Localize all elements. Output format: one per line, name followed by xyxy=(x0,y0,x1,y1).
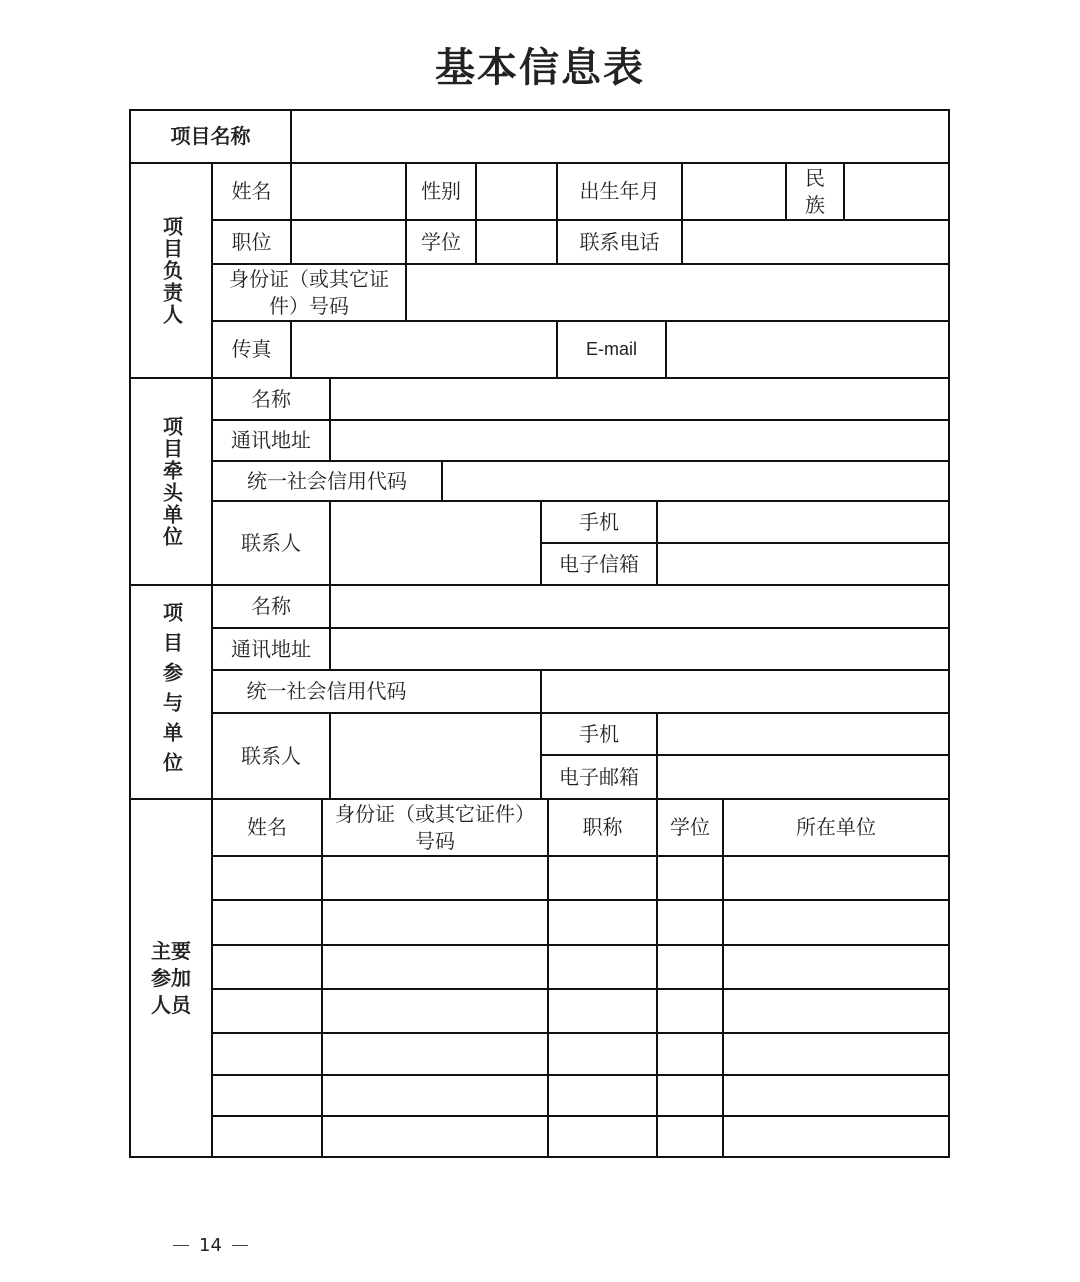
lead-unit-credit-code-label: 统一社会信用代码 xyxy=(247,468,407,493)
leader-phone-field[interactable] xyxy=(683,221,948,263)
participant-unit-credit-code-field[interactable] xyxy=(542,671,948,712)
members-col-id-line-2: 号码 xyxy=(415,828,455,853)
leader-position-field[interactable] xyxy=(292,221,405,263)
members-col-degree: 学位 xyxy=(670,815,710,839)
lead-unit-contact-field[interactable] xyxy=(331,502,540,584)
page-footer xyxy=(163,1235,258,1256)
participant-unit-address-label: 通讯地址 xyxy=(231,636,311,661)
leader-name-label: 姓名 xyxy=(231,179,272,203)
members-col-unit: 所在单位 xyxy=(796,815,876,839)
leader-ethnicity-label xyxy=(787,164,843,219)
members-col-id-line-1: 身份证（或其它证件） xyxy=(335,801,535,826)
lead-unit-address-field[interactable] xyxy=(331,421,948,460)
participant-unit-name-label: 名称 xyxy=(251,594,291,618)
lead-unit-group-label: 项目牵头单位 xyxy=(159,415,184,548)
leader-id-label xyxy=(213,265,405,320)
form-title: 基本信息表 xyxy=(435,44,645,91)
footer-dash-left xyxy=(173,1245,189,1246)
leader-birth-label: 出生年月 xyxy=(579,179,660,203)
leader-ethnicity-field[interactable] xyxy=(845,164,948,219)
leader-email-field[interactable] xyxy=(667,322,948,377)
participant-unit-name-field[interactable] xyxy=(331,586,948,627)
lead-unit-address-label: 通讯地址 xyxy=(231,428,311,452)
lead-unit-mobile-field[interactable] xyxy=(658,502,948,542)
leader-gender-field[interactable] xyxy=(477,164,556,219)
participant-unit-email-label: 电子邮箱 xyxy=(559,764,639,789)
leader-position-label: 职位 xyxy=(231,229,272,254)
members-col-name: 姓名 xyxy=(247,815,287,839)
leader-phone-label: 联系电话 xyxy=(579,229,660,254)
project-name-label: 项目名称 xyxy=(170,124,251,148)
leader-id-field[interactable] xyxy=(407,265,948,320)
lead-unit-contact-label: 联系人 xyxy=(241,530,301,555)
leader-email-label: E-mail xyxy=(585,339,637,360)
participant-unit-credit-code-label: 统一社会信用代码 xyxy=(246,679,407,703)
lead-unit-email-field[interactable] xyxy=(658,544,948,584)
leader-group-label: 项目负责人 xyxy=(159,215,184,326)
members-label-line-1: 主要 xyxy=(151,938,191,963)
footer-dash-right xyxy=(232,1245,248,1246)
members-col-title: 职称 xyxy=(582,815,623,839)
project-name-field[interactable] xyxy=(292,111,948,162)
leader-degree-label: 学位 xyxy=(421,229,461,254)
leader-fax-field[interactable] xyxy=(292,322,556,377)
participant-unit-mobile-label: 手机 xyxy=(579,721,619,746)
members-group-label xyxy=(131,800,211,1156)
lead-unit-mobile-label: 手机 xyxy=(579,509,619,534)
leader-fax-label: 传真 xyxy=(231,337,272,361)
leader-name-field[interactable] xyxy=(292,164,405,219)
leader-birth-field[interactable] xyxy=(683,164,785,219)
id-label-line-2: 件）号码 xyxy=(269,293,349,318)
participant-unit-group-label: 项目参与单位 xyxy=(159,602,184,782)
basic-info-table xyxy=(129,109,950,1158)
lead-unit-credit-code-field[interactable] xyxy=(443,462,948,500)
ethnicity-label-line-2: 族 xyxy=(805,192,825,217)
members-label-line-3: 人员 xyxy=(151,992,191,1017)
ethnicity-label-line-1: 民 xyxy=(805,165,825,190)
page-number: 14 xyxy=(199,1235,222,1256)
lead-unit-name-field[interactable] xyxy=(331,379,948,419)
participant-unit-contact-label: 联系人 xyxy=(241,743,301,768)
lead-unit-email-label: 电子信箱 xyxy=(559,551,639,576)
participant-unit-contact-field[interactable] xyxy=(331,714,540,798)
participant-unit-mobile-field[interactable] xyxy=(658,714,948,754)
participant-unit-email-field[interactable] xyxy=(658,756,948,798)
participant-unit-address-field[interactable] xyxy=(331,629,948,669)
lead-unit-name-label: 名称 xyxy=(251,386,291,411)
leader-degree-field[interactable] xyxy=(477,221,556,263)
id-label-line-1: 身份证（或其它证 xyxy=(229,266,389,291)
leader-gender-label: 性别 xyxy=(421,179,461,203)
members-col-id xyxy=(323,800,547,855)
members-label-line-2: 参加 xyxy=(151,965,191,990)
